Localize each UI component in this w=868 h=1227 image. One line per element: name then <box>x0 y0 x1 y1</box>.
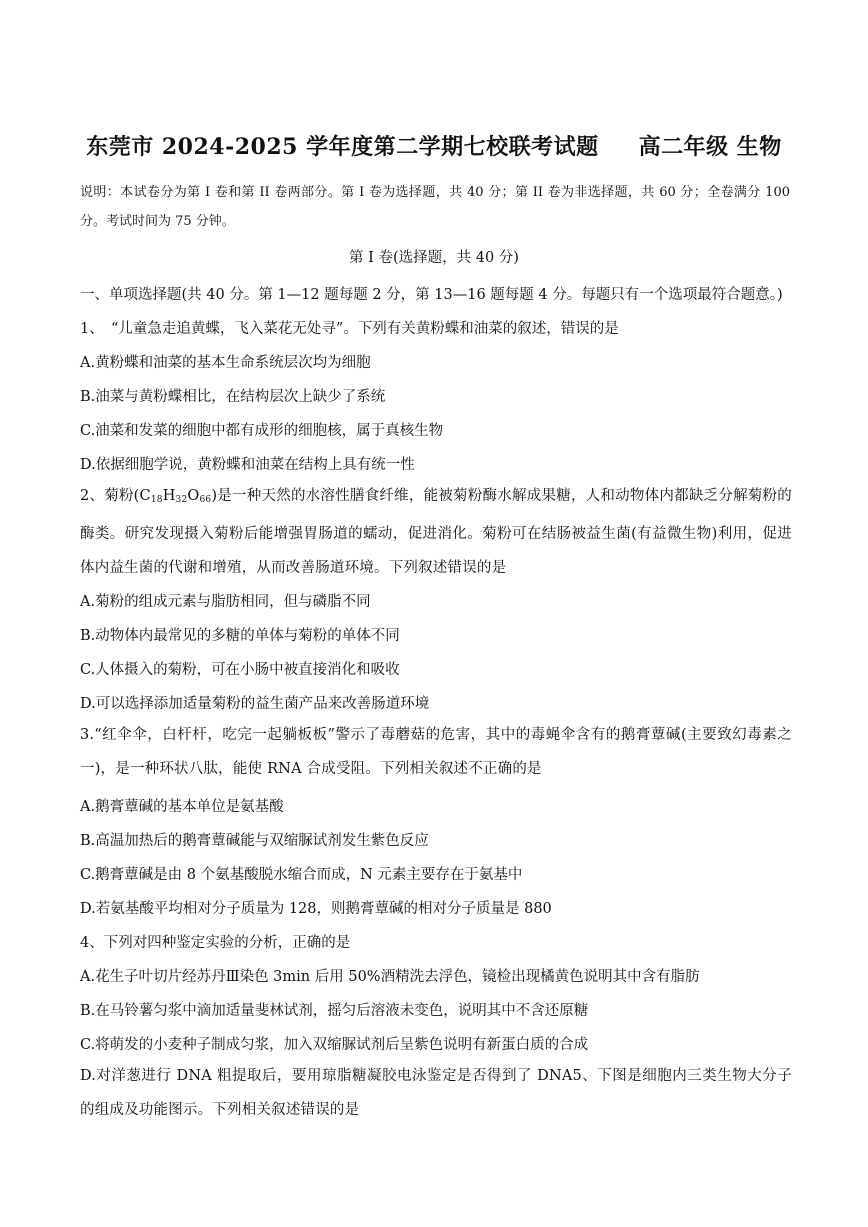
question-2-option-a: A.菊粉的组成元素与脂肪相同，但与磷脂不同 <box>80 594 371 610</box>
question-1-option-d: D.依据细胞学说，黄粉蝶和油菜在结构上具有统一性 <box>80 457 415 473</box>
question-4-option-c: C.将萌发的小麦种子制成匀浆，加入双缩脲试剂后呈紫色说明有新蛋白质的合成 <box>80 1037 589 1053</box>
exam-title-grade: 高二年级 <box>638 134 729 160</box>
formula-subscript-c: 18 <box>150 495 163 505</box>
question-2-stem-prefix: 2、菊粉(C <box>80 488 151 504</box>
question-3-option-b: B.高温加热后的鹅膏蕈碱能与双缩脲试剂发生紫色反应 <box>80 833 429 849</box>
question-1-stem: 1、 “儿童急走追黄蝶，飞入菜花无处寻”。下列有关黄粉蝶和油菜的叙述，错误的是 <box>80 321 619 337</box>
formula-element-o: O <box>187 488 200 504</box>
exam-title-main: 东莞市 2024-2025 学年度第二学期七校联考试题 <box>86 134 599 160</box>
exam-title-subject: 生物 <box>736 134 782 160</box>
question-2-stem-suffix: )是一种天然的水溶性膳食纤维，能被菊粉酶水解成果糖，人和动物体内都缺乏分解菊粉的酶类。研究发现摄入菊粉后能增强胃肠道的蠕动，促进消化。菊粉可在结肠被益生菌(有益微生物)利用，促进体内益生菌的代谢和增殖，从而改善肠道环境。下列叙述错误的是 <box>80 488 792 576</box>
question-3-option-c: C.鹅膏蕈碱是由 8 个氨基酸脱水缩合而成，N 元素主要存在于氨基中 <box>80 867 523 883</box>
section-title: 第 I 卷(选择题，共 40 分) <box>349 250 519 266</box>
question-2-option-b: B.动物体内最常见的多糖的单体与菊粉的单体不同 <box>80 628 400 644</box>
question-2-stem <box>80 479 792 585</box>
question-3-option-a: A.鹅膏蕈碱的基本单位是氨基酸 <box>80 799 284 815</box>
question-4-stem: 4、下列对四种鉴定实验的分析，正确的是 <box>80 935 351 951</box>
formula-element-h: H <box>162 488 176 504</box>
formula-subscript-h: 32 <box>175 495 188 505</box>
question-4-option-a: A.花生子叶切片经苏丹Ⅲ染色 3min 后用 50%酒精洗去浮色，镜检出现橘黄色说明其中含有脂肪 <box>80 969 700 985</box>
question-4-option-d-and-question-5: D.对洋葱进行 DNA 粗提取后，要用琼脂糖凝胶电泳鉴定是否得到了 DNA5、下图是细胞内三类生物大分子的组成及功能图示。下列相关叙述错误的是 <box>80 1068 792 1118</box>
question-2-option-c: C.人体摄入的菊粉，可在小肠中被直接消化和吸收 <box>80 662 400 678</box>
instructions: 说明：本试卷分为第 I 卷和第 II 卷两部分。第 I 卷为选择题，共 40 分；第 II 卷为非选择题，共 60 分；全卷满分 100 分。考试时间为 75 分钟。 <box>80 185 790 229</box>
question-3-stem: 3.“红伞伞，白杆杆，吃完一起躺板板”警示了毒蘑菇的危害，其中的毒蝇伞含有的鹅膏蕈碱(主要致幻毒素之一)，是一种环状八肽，能使 RNA 合成受阻。下列相关叙述不正确的是 <box>80 727 792 777</box>
question-1-option-c: C.油菜和发菜的细胞中都有成形的细胞核，属于真核生物 <box>80 423 444 439</box>
question-2-option-d: D.可以选择添加适量菊粉的益生菌产品来改善肠道环境 <box>80 696 430 712</box>
question-3-option-d: D.若氨基酸平均相对分子质量为 128，则鹅膏蕈碱的相对分子质量是 880 <box>80 901 552 917</box>
question-4-option-b: B.在马铃薯匀浆中滴加适量斐林试剂，摇匀后溶液未变色，说明其中不含还原糖 <box>80 1003 589 1019</box>
question-1-option-b: B.油菜与黄粉蝶相比，在结构层次上缺少了系统 <box>80 389 386 405</box>
exam-title <box>0 130 868 161</box>
question-1-option-a: A.黄粉蝶和油菜的基本生命系统层次均为细胞 <box>80 355 371 371</box>
part-heading: 一、单项选择题(共 40 分。第 1—12 题每题 2 分，第 13—16 题每题 4 分。每题只有一个选项最符合题意。) <box>80 287 783 303</box>
formula-subscript-o: 66 <box>199 495 212 505</box>
